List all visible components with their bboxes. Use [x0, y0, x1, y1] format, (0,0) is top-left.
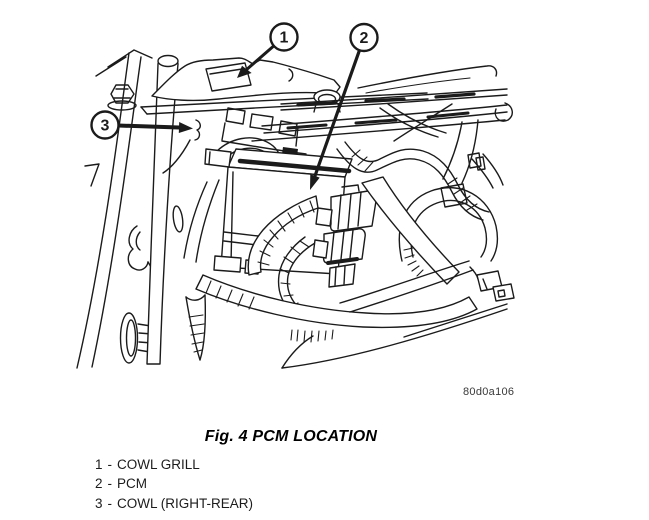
bottom-right-connectors	[470, 267, 514, 301]
legend-item-number: 3	[95, 495, 103, 511]
legend-item-3	[95, 494, 253, 513]
callout-2-number: 2	[359, 30, 369, 47]
legend-item-label: COWL GRILL	[117, 457, 200, 472]
hood-edge	[358, 66, 497, 93]
callout-3-arrowhead-icon	[179, 122, 193, 133]
callout-1-number: 1	[279, 29, 289, 47]
legend-item-separator: -	[107, 476, 113, 492]
legend-item-label: PCM	[117, 476, 148, 492]
legend-item-separator: -	[107, 457, 113, 472]
callout-3-leader	[119, 126, 180, 128]
legend-item-number: 2	[95, 476, 103, 492]
cowl-grill-panel	[141, 58, 428, 114]
callout-3	[92, 112, 201, 174]
drawing-code-label: 80d0a106	[463, 386, 515, 398]
callout-3-number: 3	[100, 117, 110, 135]
legend	[95, 455, 253, 513]
callout-3-target-detail	[195, 120, 200, 140]
legend-item-number: 1	[95, 457, 103, 472]
legend-item-1	[95, 455, 253, 474]
legend-item-separator: -	[107, 495, 113, 511]
figure-caption: Fig. 4 PCM LOCATION	[204, 428, 378, 445]
legend-item-2	[95, 474, 253, 493]
legend-item-label: COWL (RIGHT-REAR)	[117, 495, 254, 511]
